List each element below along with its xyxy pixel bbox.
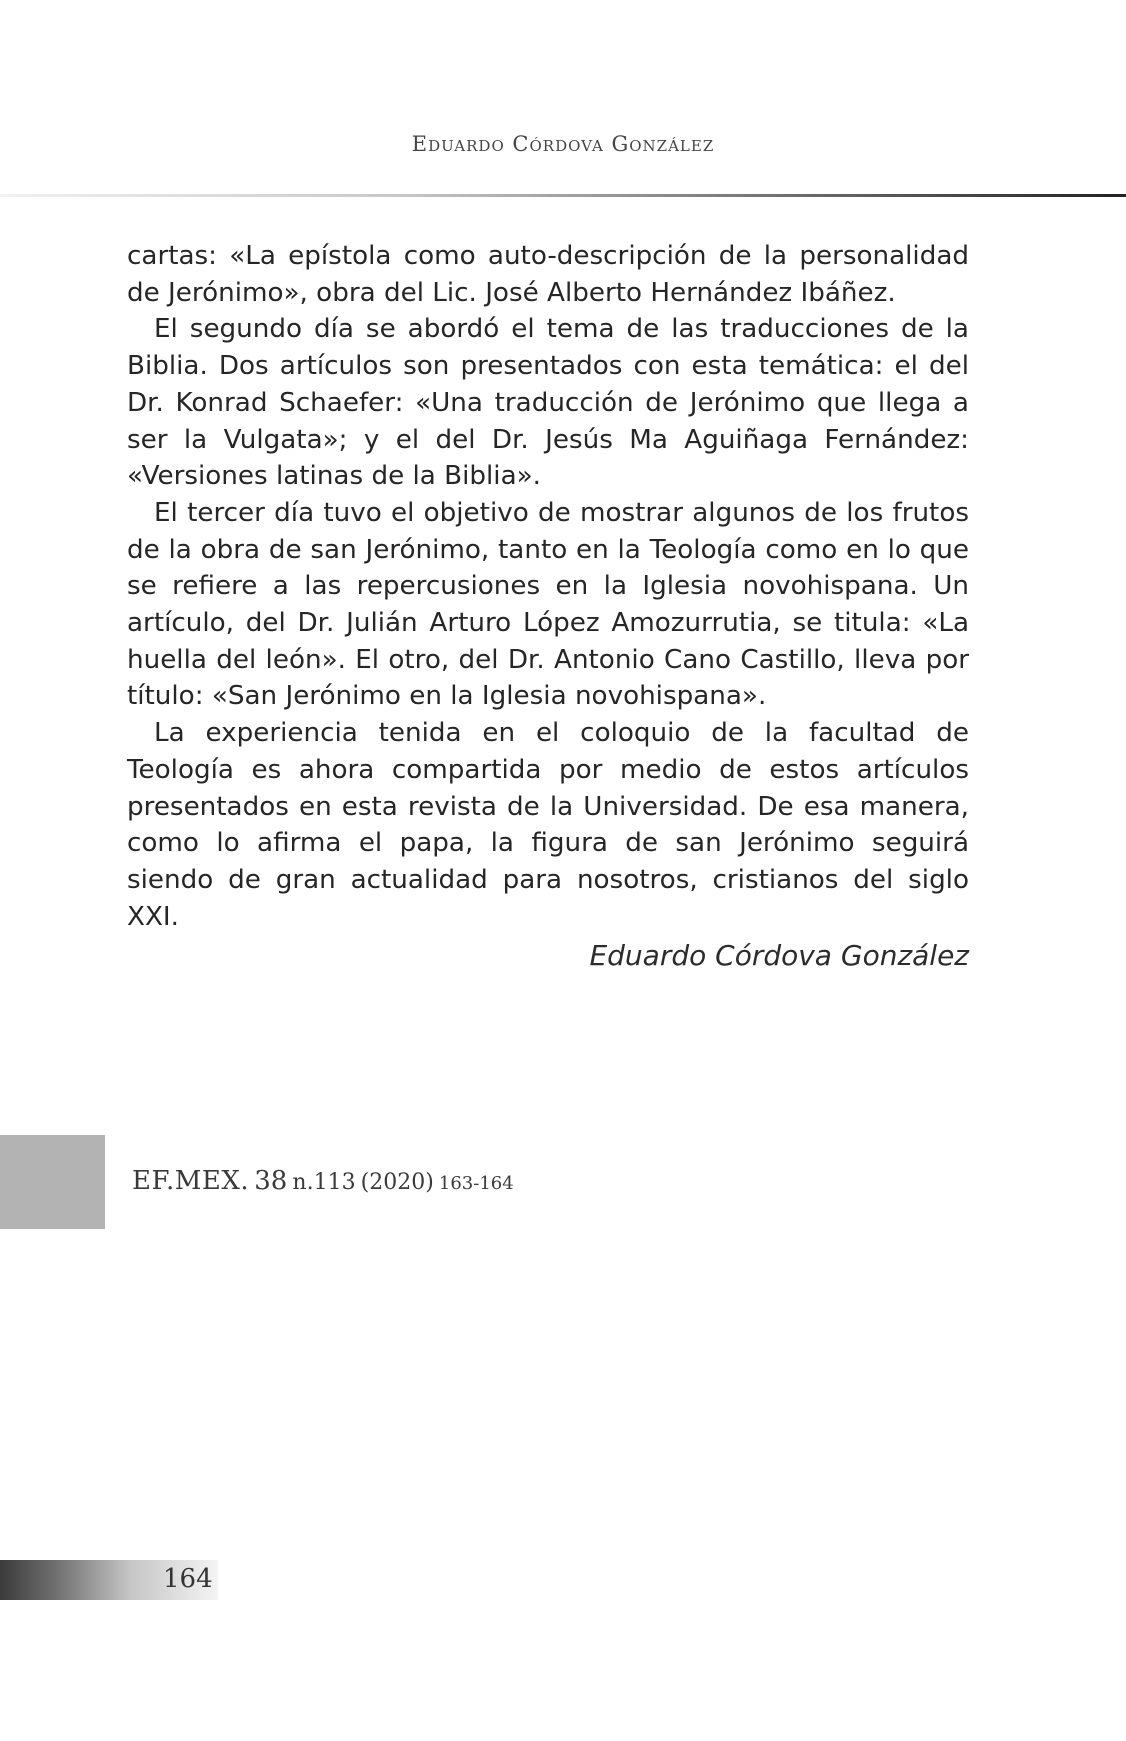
author-signature: Eduardo Córdova González: [589, 939, 969, 972]
footer-tab: [0, 1135, 105, 1229]
paragraph: El segundo día se abordó el tema de las traducciones de la Biblia. Dos artículos son presentados con esta temática: el del Dr. Konrad Schaefer: «Una traducción de Jerónimo que llega a ser la Vulgata»; y el del Dr. Jesús Ma Aguiñaga Fernández: «Versiones latinas de la Biblia».: [127, 314, 969, 492]
journal-year: (2020): [360, 1170, 434, 1195]
journal-name: EF.MEX.: [132, 1166, 250, 1196]
paragraph: El tercer día tuvo el objetivo de mostrar algunos de los frutos de la obra de san Jerónimo, tanto en la Teología como en lo que se refiere a las repercusiones en la Iglesia novohispana. Un artículo, del Dr. Julián Arturo López Amozurrutia, se titula: «La huella del león». El otro, del Dr. Antonio Cano Castillo, lleva por título: «San Jerónimo en la Iglesia novohispana».: [127, 497, 969, 712]
paragraph: cartas: «La epístola como auto-descripción de la personalidad de Jerónimo», obra del Lic. José Alberto Hernández Ibáñez.: [127, 241, 969, 308]
header-rule: [0, 194, 1126, 197]
article-body: [127, 238, 969, 935]
journal-pages: 163-164: [438, 1173, 514, 1194]
page-number: 164: [163, 1564, 213, 1594]
running-head: Eduardo Córdova González: [411, 132, 715, 156]
paragraph: La experiencia tenida en el coloquio de la facultad de Teología es ahora compartida por medio de estos artículos presentados en esta revista de la Universidad. De esa manera, como lo afirma el papa, la figura de san Jerónimo seguirá siendo de gran actualidad para nosotros, cristianos del siglo XXI.: [127, 718, 969, 932]
journal-reference: [132, 1166, 514, 1196]
journal-number: n.113: [292, 1170, 356, 1195]
journal-volume: 38: [254, 1166, 288, 1196]
